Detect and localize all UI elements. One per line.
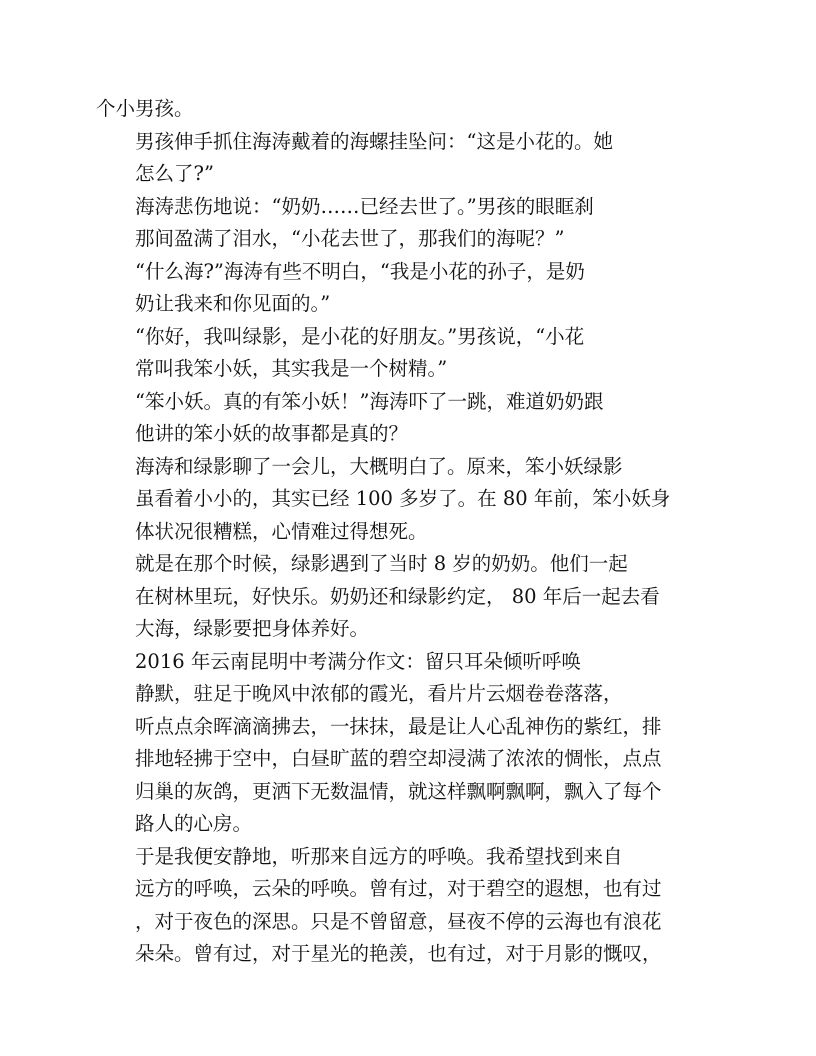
text-line: 大海，绿影要把身体养好。 <box>135 617 370 640</box>
text-line: “笨小妖。真的有笨小妖！”海涛吓了一跳，难道奶奶跟 <box>135 389 604 413</box>
text-line: 那间盈满了泪水，“小花去世了，那我们的海呢？” <box>135 227 565 250</box>
essay-text <box>96 93 696 971</box>
text-line: 在树林里玩，好快乐。奶奶还和绿影约定， 80 年后一起去看 <box>135 584 660 608</box>
text-line: 路人的心房。 <box>135 812 253 835</box>
text-line: 远方的呼唤，云朵的呼唤。曾有过，对于碧空的遐想，也有过 <box>135 877 662 900</box>
text-line: 就是在那个时候，绿影遇到了当时 8 岁的奶奶。他们一起 <box>135 552 628 575</box>
paragraph <box>96 321 696 386</box>
text-line: “什么海?”海涛有些不明白，“我是小花的孙子，是奶 <box>135 259 585 283</box>
text-line: 体状况很糟糕，心情难过得想死。 <box>135 519 428 543</box>
text-line: 奶让我来和你见面的。” <box>135 292 331 315</box>
text-line: “你好，我叫绿影，是小花的好朋友。”男孩说，“小花 <box>135 324 585 348</box>
paragraph <box>96 548 696 646</box>
essay-heading <box>96 646 696 679</box>
text-line: 个小男孩。 <box>96 97 194 120</box>
paragraph <box>96 256 696 321</box>
paragraph <box>96 386 696 451</box>
text-line: 海涛和绿影聊了一会儿，大概明白了。原来，笨小妖绿影 <box>135 454 623 478</box>
paragraph <box>96 451 696 549</box>
text-line: 听点点余晖滴滴拂去，一抹抹，最是让人心乱神伤的紫红，排 <box>135 714 662 738</box>
text-line: 海涛悲伤地说：“奶奶……已经去世了。”男孩的眼眶刹 <box>135 194 594 218</box>
paragraph <box>96 126 696 191</box>
text-line: 朵朵。曾有过，对于星光的艳羡，也有过，对于月影的慨叹， <box>135 942 662 965</box>
text-line: 归巢的灰鸽，更洒下无数温情，就这样飘啊飘啊，飘入了每个 <box>135 779 662 803</box>
text-line: 于是我便安静地，听那来自远方的呼唤。我希望找到来自 <box>135 844 623 868</box>
text-line: 排地轻拂于空中，白昼旷蓝的碧空却浸满了浓浓的惆怅，点点 <box>135 747 662 770</box>
paragraph <box>96 191 696 256</box>
paragraph <box>96 841 696 971</box>
text-line: 男孩伸手抓住海涛戴着的海螺挂坠问：“这是小花的。她 <box>135 129 613 153</box>
text-line: 2016 年云南昆明中考满分作文：留只耳朵倾听呼唤 <box>135 649 581 673</box>
paragraph <box>96 93 696 126</box>
paragraph <box>96 678 696 841</box>
text-line: 怎么了?” <box>135 162 214 185</box>
text-line: 他讲的笨小妖的故事都是真的？ <box>135 422 409 445</box>
text-line: 常叫我笨小妖，其实我是一个树精。” <box>135 357 448 380</box>
text-line: 虽看着小小的，其实已经 100 多岁了。在 80 年前，笨小妖身 <box>135 487 671 510</box>
text-line: 静默，驻足于晚风中浓郁的霞光，看片片云烟卷卷落落， <box>135 682 623 705</box>
text-line: ，对于夜色的深思。只是不曾留意，昼夜不停的云海也有浪花 <box>135 909 662 933</box>
